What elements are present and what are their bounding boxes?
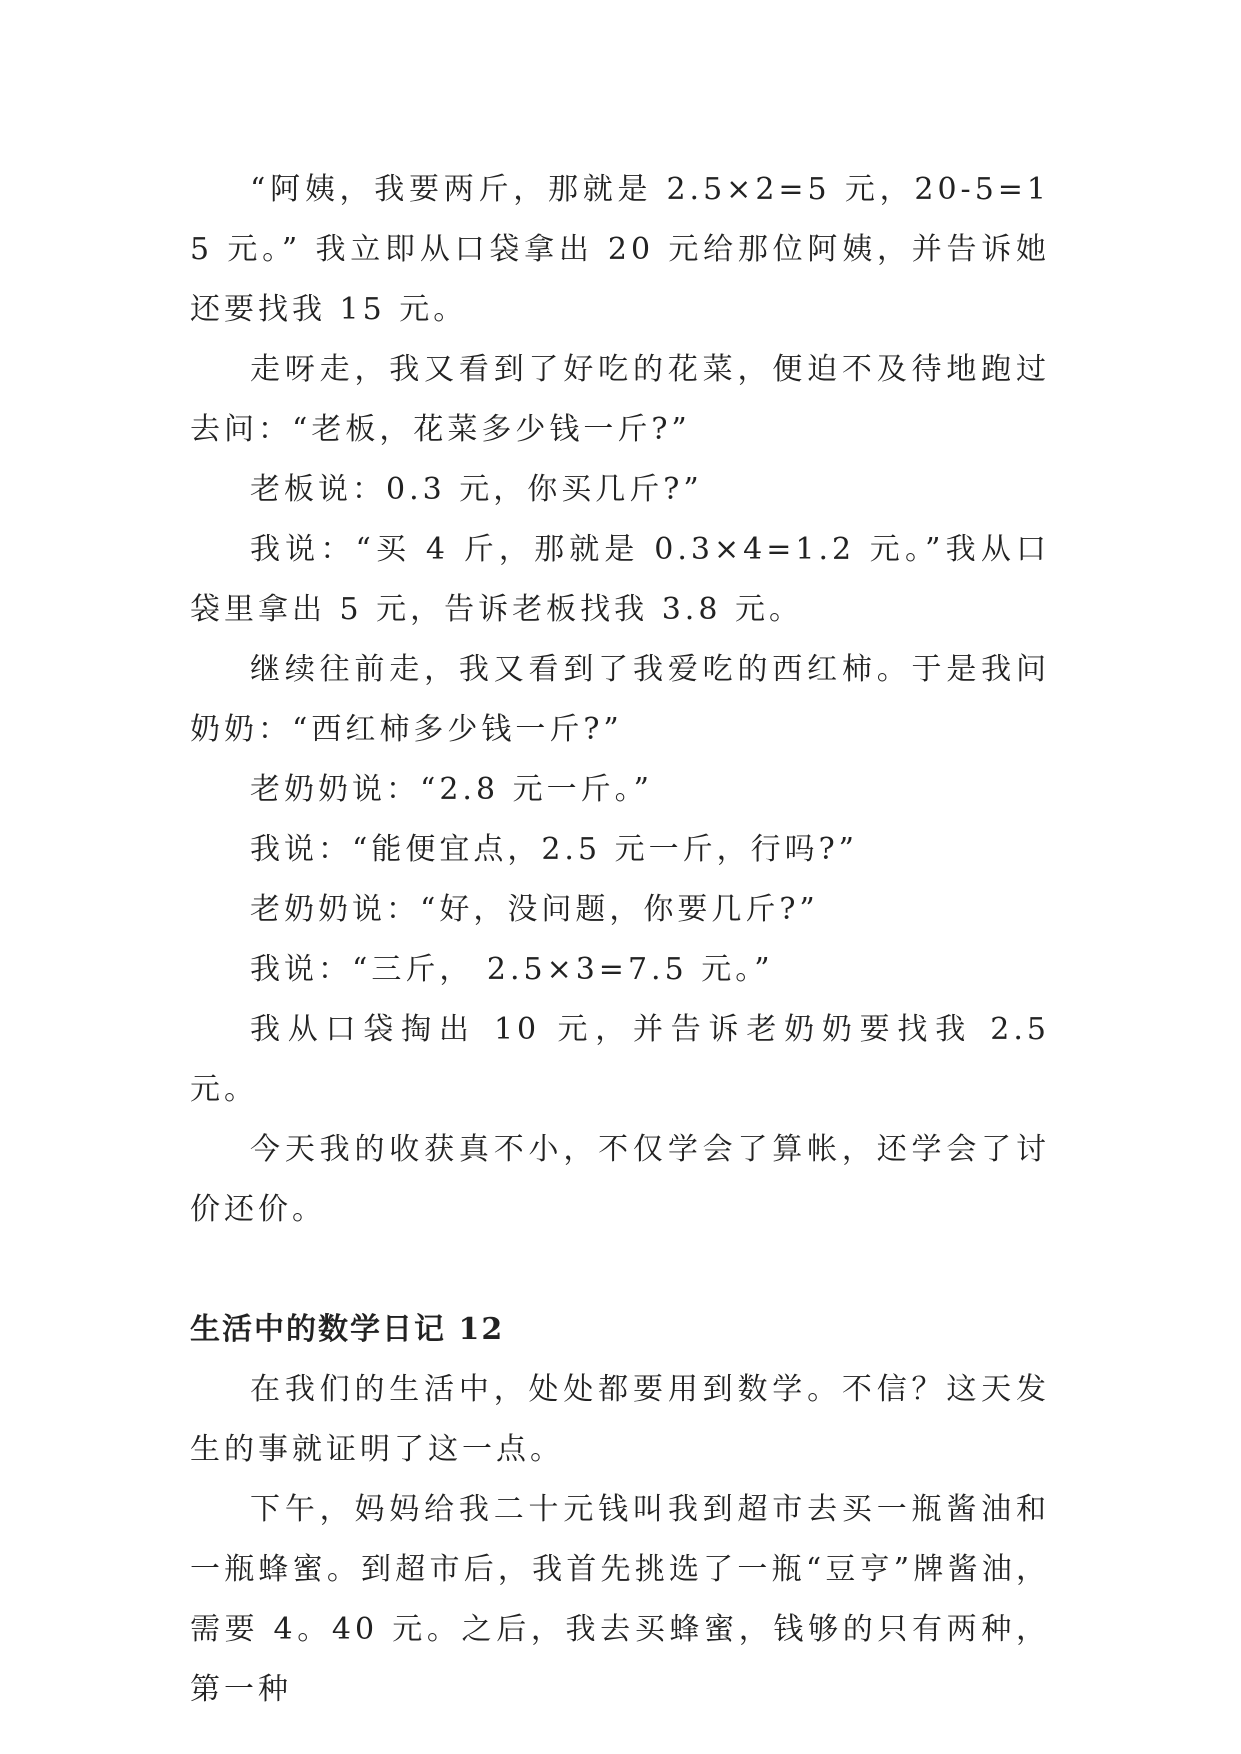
paragraph: 老奶奶说：“好，没问题，你要几斤?” bbox=[250, 892, 819, 927]
section-title: 生活中的数学日记 12 bbox=[190, 1312, 505, 1347]
paragraph: 我说：“三斤， 2.5×3=7.5 元。” bbox=[250, 952, 774, 987]
paragraph: “阿姨，我要两斤，那就是 2.5×2=5 元，20-5=15 元。” 我立即从口袋拿出 20 元给那位阿姨，并告诉她还要找我 15 元。 bbox=[190, 172, 1050, 327]
section-spacer bbox=[190, 1240, 1050, 1300]
paragraph: 老奶奶说：“2.8 元一斤。” bbox=[250, 772, 653, 807]
document-page bbox=[190, 160, 1050, 1720]
paragraph: 今天我的收获真不小，不仅学会了算帐，还学会了讨价还价。 bbox=[190, 1132, 1050, 1227]
paragraph: 在我们的生活中，处处都要用到数学。不信？这天发生的事就证明了这一点。 bbox=[190, 1372, 1050, 1467]
paragraph: 我说：“能便宜点，2.5 元一斤，行吗?” bbox=[250, 832, 859, 867]
paragraph: 继续往前走，我又看到了我爱吃的西红柿。于是我问奶奶：“西红柿多少钱一斤?” bbox=[190, 652, 1050, 747]
paragraph: 走呀走，我又看到了好吃的花菜，便迫不及待地跑过去问：“老板，花菜多少钱一斤?” bbox=[190, 352, 1050, 447]
paragraph: 下午，妈妈给我二十元钱叫我到超市去买一瓶酱油和一瓶蜂蜜。到超市后，我首先挑选了一瓶“豆亨”牌酱油，需要 4。40 元。之后，我去买蜂蜜，钱够的只有两种，第一种 bbox=[190, 1492, 1050, 1707]
paragraph: 老板说：0.3 元，你买几斤?” bbox=[250, 472, 703, 507]
paragraph: 我说：“买 4 斤，那就是 0.3×4=1.2 元。”我从口袋里拿出 5 元，告诉老板找我 3.8 元。 bbox=[190, 532, 1050, 627]
paragraph: 我从口袋掏出 10 元，并告诉老奶奶要找我 2.5 元。 bbox=[190, 1012, 1050, 1107]
